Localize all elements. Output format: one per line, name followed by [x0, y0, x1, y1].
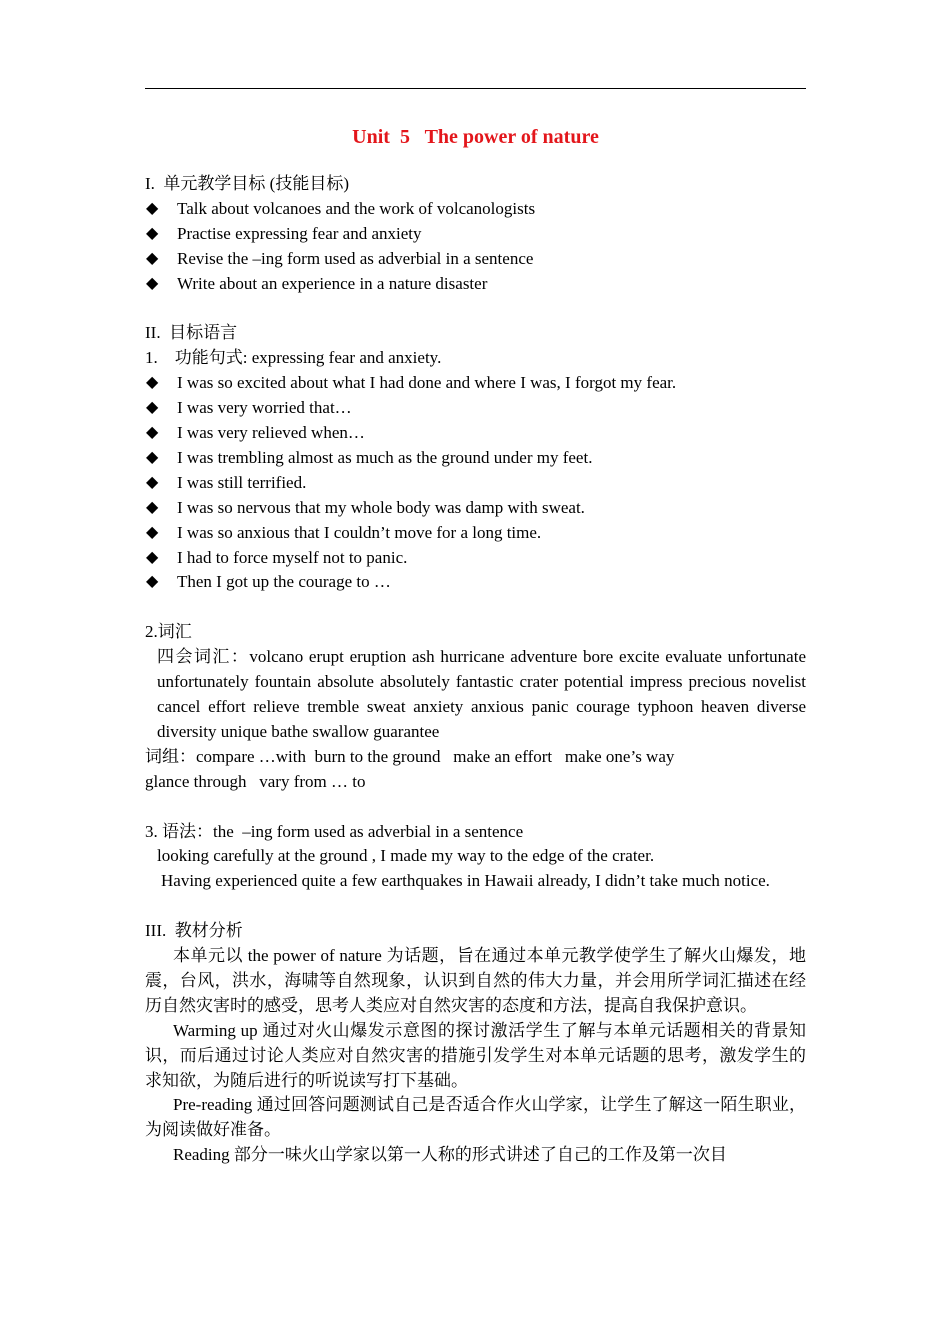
- diamond-bullet-icon: ◆: [146, 548, 159, 566]
- list-item: ◆ I was so anxious that I couldn’t move for a long time.: [145, 521, 806, 546]
- diamond-bullet-icon: ◆: [146, 274, 159, 292]
- list-item: ◆ I was so excited about what I had done and where I was, I forgot my fear.: [145, 371, 806, 396]
- list-item: ◆ I was still terrified.: [145, 471, 806, 496]
- analysis-paragraph: 本单元以 the power of nature 为话题，旨在通过本单元教学使学生了解火山爆发，地震，台风，洪水，海啸等自然现象，认识到自然的伟大力量，并会用所学词汇描述在经历自然灾害时的感受，思考人类应对自然灾害的态度和方法，提高自我保护意识。: [145, 946, 806, 1015]
- list-item: ◆ I was trembling almost as much as the ground under my feet.: [145, 446, 806, 471]
- functional-sentences-heading: 1. 功能句式: expressing fear and anxiety.: [145, 348, 442, 368]
- list-item: ◆ Revise the –ing form used as adverbial in a sentence: [145, 247, 806, 272]
- spacer: [145, 297, 806, 322]
- analysis-paragraph: Reading 部分一味火山学家以第一人称的形式讲述了自己的工作及第一次目: [173, 1145, 727, 1165]
- document-body: [145, 122, 806, 1168]
- diamond-bullet-icon: ◆: [146, 249, 159, 267]
- vocabulary-heading: 2.词汇: [145, 622, 192, 642]
- spacer: [145, 894, 806, 919]
- diamond-bullet-icon: ◆: [146, 498, 159, 516]
- list-item: ◆ I was very worried that…: [145, 396, 806, 421]
- diamond-bullet-icon: ◆: [146, 199, 159, 217]
- diamond-bullet-icon: ◆: [146, 473, 159, 491]
- diamond-bullet-icon: ◆: [146, 374, 159, 392]
- diamond-bullet-icon: ◆: [146, 523, 159, 541]
- diamond-bullet-icon: ◆: [146, 224, 159, 242]
- list-item: ◆ Talk about volcanoes and the work of volcanologists: [145, 197, 806, 222]
- diamond-bullet-icon: ◆: [146, 424, 159, 442]
- list-item: ◆ I was very relieved when…: [145, 421, 806, 446]
- list-item: ◆ Then I got up the courage to …: [145, 570, 806, 595]
- analysis-paragraph: Pre-reading 通过回答问题测试自己是否适合作火山学家，让学生了解这一陌生职业，为阅读做好准备。: [145, 1095, 806, 1140]
- spacer: [145, 795, 806, 820]
- grammar-heading: 3. 语法：the –ing form used as adverbial in a sentence: [145, 821, 524, 841]
- list-item: ◆ I had to force myself not to panic.: [145, 546, 806, 571]
- diamond-bullet-icon: ◆: [146, 448, 159, 466]
- section2-heading: II. 目标语言: [145, 323, 238, 343]
- grammar-example: Having experienced quite a few earthquakes in Hawaii already, I didn’t take much notice.: [161, 871, 770, 891]
- spacer: [145, 595, 806, 620]
- phrases-line: 词组：compare …with burn to the ground make an effort make one’s way: [145, 746, 675, 766]
- phrases-line: glance through vary from … to: [145, 771, 366, 791]
- diamond-bullet-icon: ◆: [146, 399, 159, 417]
- grammar-example: looking carefully at the ground , I made my way to the edge of the crater.: [157, 846, 655, 866]
- section3-heading: III. 教材分析: [145, 921, 243, 941]
- vocabulary-list: 四会词汇：volcano erupt eruption ash hurricane adventure bore excite evaluate unfortunate unfortunately fountain absolute absolutely fantastic crater potential impress precious novelist cancel effort relieve tremble sweat anxiety anxious panic courage typhoon heaven diverse diversity unique bathe swallow guarantee: [157, 647, 806, 741]
- unit-title: Unit 5 The power of nature: [352, 126, 599, 148]
- diamond-bullet-icon: ◆: [146, 573, 159, 591]
- list-item: ◆ I was so nervous that my whole body was damp with sweat.: [145, 496, 806, 521]
- analysis-paragraph: Warming up 通过对火山爆发示意图的探讨激活学生了解与本单元话题相关的背景知识，而后通过讨论人类应对自然灾害的措施引发学生对本单元话题的思考，激发学生的求知欲，为随后进行的听说读写打下基础。: [145, 1020, 806, 1090]
- list-item: ◆ Practise expressing fear and anxiety: [145, 222, 806, 247]
- list-item: ◆ Write about an experience in a nature disaster: [145, 272, 806, 297]
- section1-heading: I. 单元教学目标 (技能目标): [145, 174, 349, 193]
- header-rule: [145, 88, 806, 89]
